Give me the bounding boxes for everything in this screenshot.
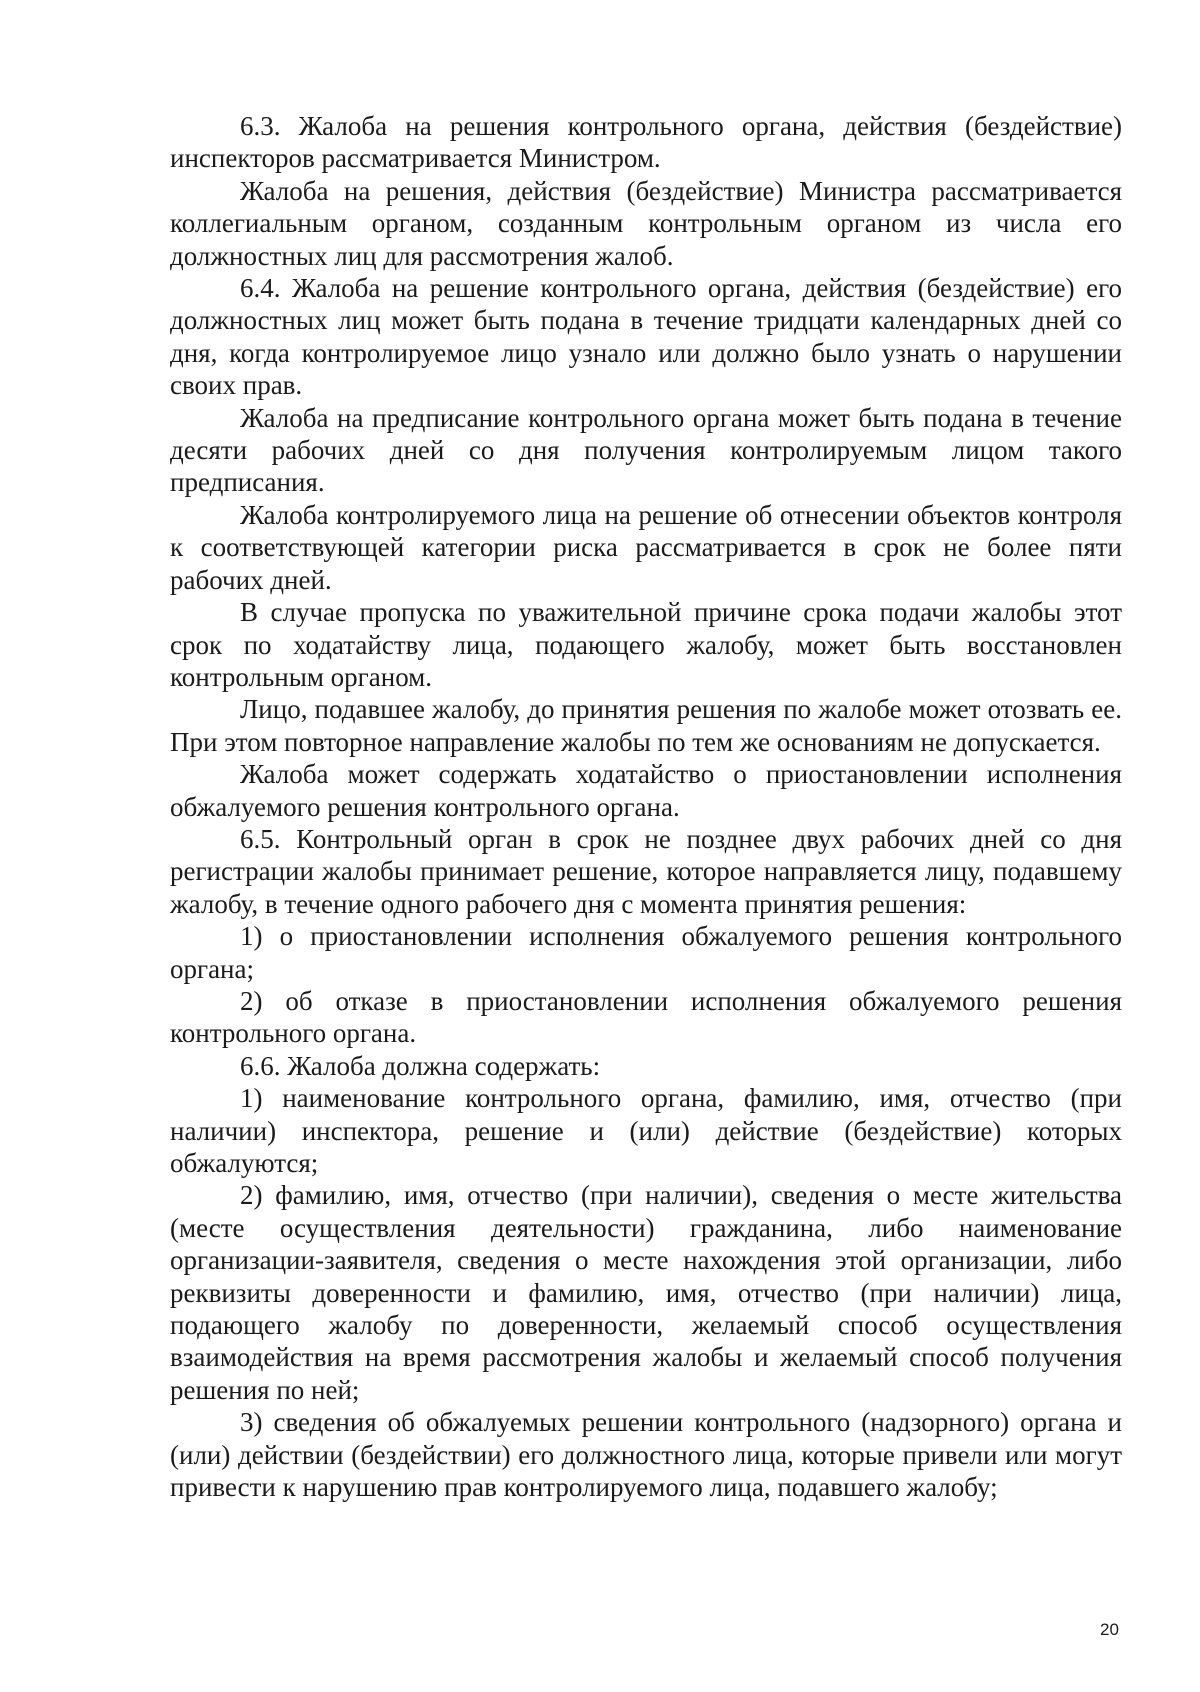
paragraph-6-3-minister: Жалоба на решения, действия (бездействие) Министра рассматривается коллегиальным органом, созданным контрольным органом из числа его должностных лиц для рассмотрения жалоб. bbox=[170, 175, 1122, 271]
paragraph-6-4-suspension-request: Жалоба может содержать ходатайство о приостановлении исполнения обжалуемого решения контрольного органа. bbox=[170, 759, 1122, 822]
paragraph-6-6-item-1: 1) наименование контрольного органа, фамилию, имя, отчество (при наличии) инспектора, решение и (или) действие (бездействие) которых обжалуются; bbox=[170, 1083, 1122, 1178]
paragraph-6-4-prescription: Жалоба на предписание контрольного органа может быть подана в течение десяти рабочих дней со дня получения контролируемым лицом такого предписания. bbox=[170, 402, 1122, 498]
paragraph-6-3: 6.3. Жалоба на решения контрольного органа, действия (бездействие) инспекторов рассматривается Министром. bbox=[170, 111, 1122, 174]
paragraph-6-4: 6.4. Жалоба на решение контрольного органа, действия (бездействие) его должностных лиц может быть подана в течение тридцати календарных дней со дня, когда контролируемое лицо узнало или должно было узнать о нарушении своих прав. bbox=[170, 273, 1122, 401]
paragraph-6-4-deadline-restore: В случае пропуска по уважительной причине срока подачи жалобы этот срок по ходатайству лица, подающего жалобу, может быть восстановлен контрольным органом. bbox=[170, 597, 1122, 692]
page-number: 20 bbox=[1100, 1620, 1119, 1639]
document-body bbox=[170, 110, 1122, 1503]
paragraph-6-6: 6.6. Жалоба должна содержать: bbox=[240, 1050, 601, 1081]
paragraph-6-6-item-3: 3) сведения об обжалуемых решении контрольного (надзорного) органа и (или) действии (бездействии) его должностного лица, которые привели или могут привести к нарушению прав контролируемого лица, подавшего жалобу; bbox=[170, 1407, 1122, 1503]
paragraph-6-5-item-1: 1) о приостановлении исполнения обжалуемого решения контрольного органа; bbox=[170, 921, 1122, 984]
paragraph-6-6-item-2: 2) фамилию, имя, отчество (при наличии), сведения о месте жительства (месте осуществления деятельности) гражданина, либо наименование организации-заявителя, сведения о месте нахождения этой организации, либо реквизиты доверенности и фамилию, имя, отчество (при наличии) лица, подающего жалобу по доверенности, желаемый способ осуществления взаимодействия на время рассмотрения жалобы и желаемый способ получения решения по ней; bbox=[170, 1180, 1122, 1405]
paragraph-6-5-item-2: 2) об отказе в приостановлении исполнения обжалуемого решения контрольного органа. bbox=[170, 985, 1122, 1049]
paragraph-6-4-withdrawal: Лицо, подавшее жалобу, до принятия решения по жалобе может отозвать ее. При этом повторное направление жалобы по тем же основаниям не допускается. bbox=[170, 694, 1122, 757]
paragraph-6-5: 6.5. Контрольный орган в срок не позднее двух рабочих дней со дня регистрации жалобы принимает решение, которое направляется лицу, подавшему жалобу, в течение одного рабочего дня с момента принятия решения: bbox=[170, 823, 1122, 919]
paragraph-6-4-risk-category: Жалоба контролируемого лица на решение об отнесении объектов контроля к соответствующей категории риска рассматривается в срок не более пяти рабочих дней. bbox=[170, 499, 1122, 595]
